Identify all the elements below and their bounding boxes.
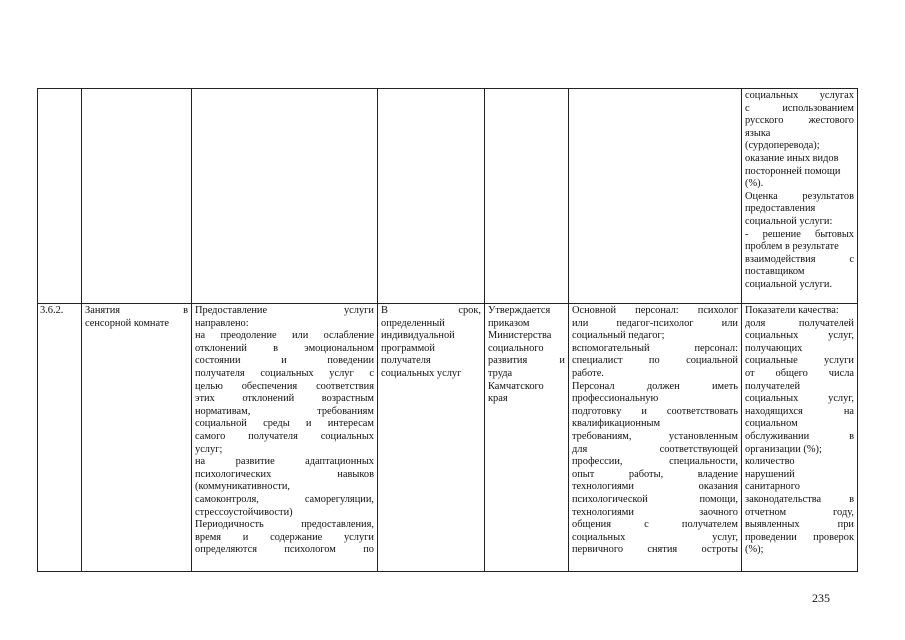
cell-text-line: стрессоустойчивости) xyxy=(195,506,293,518)
cell-text-line: поставщиком xyxy=(745,266,805,278)
cell-text-line: Периодичность предоставления, xyxy=(195,519,374,531)
cell-text-line: с использованием xyxy=(745,102,854,114)
cell-text-line: (%). xyxy=(745,178,764,190)
cell-text-line: языка xyxy=(745,127,771,139)
cell-text-line: время и содержание услуги xyxy=(195,531,374,543)
cell-text-line: находящихся на xyxy=(745,405,854,417)
cell-text-line: самоконтроля, саморегуляции, xyxy=(195,493,374,505)
cell-text-line: опыт работы, владение xyxy=(572,468,738,480)
cell-text-line: сенсорной комнате xyxy=(85,317,169,329)
cell-text-line: доля получателей xyxy=(745,317,854,329)
cell-text-line: получателя социальных услуг с xyxy=(195,367,374,379)
cell-text-line: общения с получателем xyxy=(572,519,738,531)
cell-text-line: социальной услуги: xyxy=(745,215,833,227)
cell-text-line: технологиями оказания xyxy=(572,481,738,493)
cell-text-line: получателей xyxy=(745,380,801,392)
cell-text-line: состоянии и поведении xyxy=(195,355,374,367)
cell-empty xyxy=(192,89,378,304)
cell-text-line: Камчатского xyxy=(488,380,544,392)
cell-text-line: Предоставление услуги xyxy=(195,305,374,316)
cell-text-line: посторонней помощи xyxy=(745,165,841,177)
cell-text-line: законодательства в xyxy=(745,493,854,505)
cell-text-line: приказом xyxy=(488,317,530,329)
cell-empty xyxy=(569,89,742,304)
cell-quality-continuation xyxy=(742,89,858,304)
cell-text-line: получающих xyxy=(745,342,803,354)
cell-text-line: психологической помощи, xyxy=(572,493,738,505)
cell-text-line: Министерства xyxy=(488,330,552,342)
cell-text-line: от общего числа xyxy=(745,367,854,379)
cell-text-line: края xyxy=(488,393,508,405)
cell-text-line: услуг; xyxy=(195,443,223,455)
cell-text-line: оказание иных видов xyxy=(745,152,839,164)
cell-service-term xyxy=(378,304,485,572)
page-number: 235 xyxy=(812,591,830,605)
cell-quality-indicators xyxy=(742,304,858,572)
cell-text-line: профессиональную xyxy=(572,393,659,405)
cell-text-line: требованиям, установленным xyxy=(572,430,738,442)
cell-text-line: или педагог-психолог или xyxy=(572,317,738,329)
cell-text-line: Персонал должен иметь xyxy=(572,380,738,392)
cell-text-line: количество xyxy=(745,456,795,468)
cell-text-line: социальных услуг, xyxy=(745,330,854,342)
cell-text-line: вспомогательный персонал: xyxy=(572,342,738,354)
cell-text-line: подготовку и соответствовать xyxy=(572,405,738,417)
cell-text-line: (%); xyxy=(745,544,764,556)
cell-text-line: специалист по социальной xyxy=(572,355,738,367)
services-table xyxy=(37,88,858,572)
cell-text-line: нарушений xyxy=(745,468,795,480)
cell-text-line: определенный xyxy=(381,317,445,329)
cell-service-description xyxy=(192,304,378,572)
cell-text-line: проблем в результате xyxy=(745,241,839,253)
cell-text-line: психологических навыков xyxy=(195,468,374,480)
cell-text-line: технологиями заочного xyxy=(572,506,738,518)
cell-text-line: взаимодействия с xyxy=(745,253,854,265)
cell-text-line: предоставления xyxy=(745,203,816,215)
cell-text-line: программой xyxy=(381,342,435,354)
cell-empty xyxy=(378,89,485,304)
cell-service-staff xyxy=(569,304,742,572)
cell-text-line: социальный педагог; xyxy=(572,330,665,342)
cell-text-line: обслуживании в xyxy=(745,430,854,442)
cell-service-name xyxy=(82,304,192,572)
cell-text-line: социальной услуги. xyxy=(745,278,833,290)
cell-text-line: (сурдоперевода); xyxy=(745,140,820,152)
cell-text-line: В срок, xyxy=(381,305,481,316)
cell-text-line: (коммуникативности, xyxy=(195,481,291,493)
cell-empty xyxy=(485,89,569,304)
cell-text-line: направлено: xyxy=(195,317,249,329)
cell-text-line: на преодоление или ослабление xyxy=(195,330,374,342)
table-row-continuation xyxy=(38,89,858,304)
cell-text-line: русского жестового xyxy=(745,115,854,127)
cell-text-line: этих отклонений возрастным xyxy=(195,393,374,405)
cell-text-line: социальных услуг, xyxy=(745,393,854,405)
cell-text-line: социального xyxy=(488,342,544,354)
cell-text-line: социальном xyxy=(745,418,798,430)
cell-text-line: Оценка результатов xyxy=(745,190,854,202)
cell-text-line: развития и xyxy=(488,355,565,367)
cell-empty xyxy=(38,89,82,304)
cell-text-line: Утверждается xyxy=(488,305,551,316)
cell-text-line: проведении проверок xyxy=(745,531,854,543)
cell-text-line: труда xyxy=(488,367,513,379)
table-row-3-6-2 xyxy=(38,304,858,572)
cell-text-line: отчетном году, xyxy=(745,506,854,518)
cell-number: 3.6.2. xyxy=(38,304,82,572)
cell-text-line: организации (%); xyxy=(745,443,822,455)
cell-text-line: индивидуальной xyxy=(381,330,455,342)
cell-text-line: социальных услуг xyxy=(381,367,462,379)
cell-service-tariff xyxy=(485,304,569,572)
cell-text-line: получателя xyxy=(381,355,431,367)
cell-text-line: профессии, специальности, xyxy=(572,456,738,468)
cell-text-line: на развитие адаптационных xyxy=(195,456,374,468)
cell-text-line: выявленных при xyxy=(745,519,854,531)
cell-text-line: социальной среды и интересам xyxy=(195,418,374,430)
cell-text-line: Занятия в xyxy=(85,305,188,316)
cell-text-line: социальные услуги xyxy=(745,355,854,367)
cell-text-line: социальных услуг, xyxy=(572,531,738,543)
cell-text-line: определяются психологом по xyxy=(195,544,374,556)
cell-text-line: нормативам, требованиям xyxy=(195,405,374,417)
cell-text-line: квалификационным xyxy=(572,418,661,430)
cell-text-line: для соответствующей xyxy=(572,443,738,455)
cell-text-line: первичного снятия остроты xyxy=(572,544,738,556)
cell-empty xyxy=(82,89,192,304)
cell-text-line: - решение бытовых xyxy=(745,228,854,240)
cell-text-line: Основной персонал: психолог xyxy=(572,305,738,316)
cell-text-line: отклонений в эмоциональном xyxy=(195,342,374,354)
cell-text-line: самого получателя социальных xyxy=(195,430,374,442)
cell-text-line: социальных услугах xyxy=(745,90,854,101)
cell-text-line: работе. xyxy=(572,367,604,379)
cell-text-line: санитарного xyxy=(745,481,800,493)
cell-text-line: целью обеспечения соответствия xyxy=(195,380,374,392)
cell-text-line: Показатели качества: xyxy=(745,305,839,316)
